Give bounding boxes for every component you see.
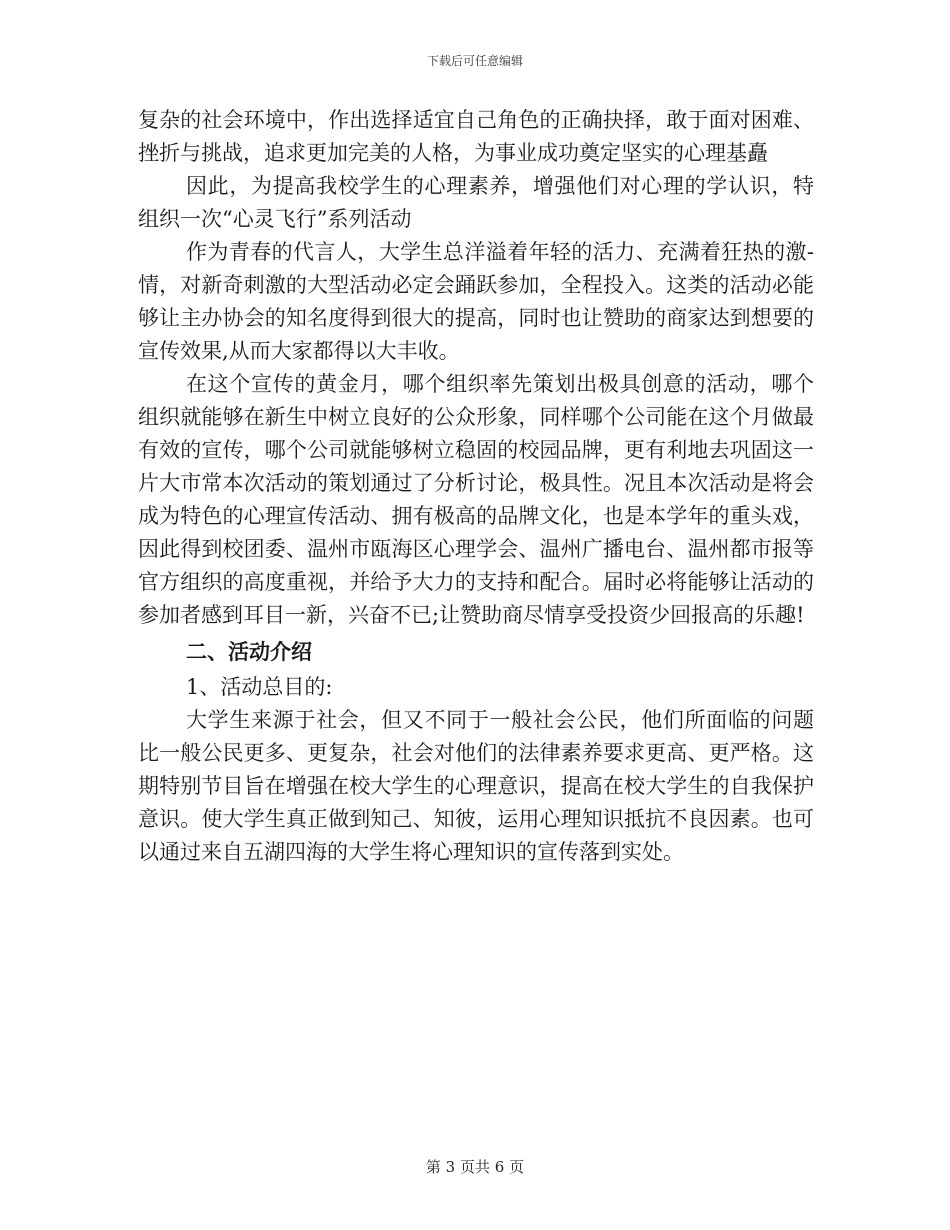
paragraph: 复杂的社会环境中，作出选择适宜自己角色的正确抉择，敢于面对困难、挫折与挑战，追求更加完美的人格，为事业成功奠定坚实的心理基矗 <box>138 108 814 165</box>
page-footer: 第 3 页共 6 页 <box>425 1158 525 1176</box>
document-body <box>138 104 814 869</box>
subsection-heading: 1、活动总目的: <box>186 675 333 699</box>
paragraph: 作为青春的代言人，大学生总洋溢着年轻的活力、充满着狂热的激-情，对新奇刺激的大型活动必定会踊跃参加，全程投入。这类的活动必能够让主办协会的知名度得到很大的提高，同时也让赞助的商家达到想要的宣传效果,从而大家都得以大丰收。 <box>138 240 814 363</box>
paragraph: 因此，为提高我校学生的心理素养，增强他们对心理的学认识，特组织一次“心灵飞行”系列活动 <box>138 174 814 231</box>
paragraph: 在这个宣传的黄金月，哪个组织率先策划出极具创意的活动，哪个组织就能够在新生中树立良好的公众形象，同样哪个公司能在这个月做最有效的宣传，哪个公司就能够树立稳固的校园品牌，更有利地去巩固这一片大市常本次活动的策划通过了分析讨论，极具性。况且本次活动是将会成为特色的心理宣传活动、拥有极高的品牌文化，也是本学年的重头戏，因此得到校团委、温州市瓯海区心理学会、温州广播电台、温州都市报等官方组织的高度重视，并给予大力的支持和配合。届时必将能够让活动的参加者感到耳目一新，兴奋不已;让赞助商尽情享受投资少回报高的乐趣! <box>138 372 814 627</box>
paragraph: 大学生来源于社会，但又不同于一般社会公民，他们所面临的问题比一般公民更多、更复杂，社会对他们的法律素养要求更高、更严格。这期特别节目旨在增强在校大学生的心理意识，提高在校大学生的自我保护意识。使大学生真正做到知己、知彼，运用心理知识抵抗不良因素。也可以通过来自五湖四海的大学生将心理知识的宣传落到实处。 <box>138 708 814 864</box>
section-heading: 二、活动介绍 <box>186 639 312 664</box>
page-header: 下载后可任意编辑 <box>426 54 523 68</box>
